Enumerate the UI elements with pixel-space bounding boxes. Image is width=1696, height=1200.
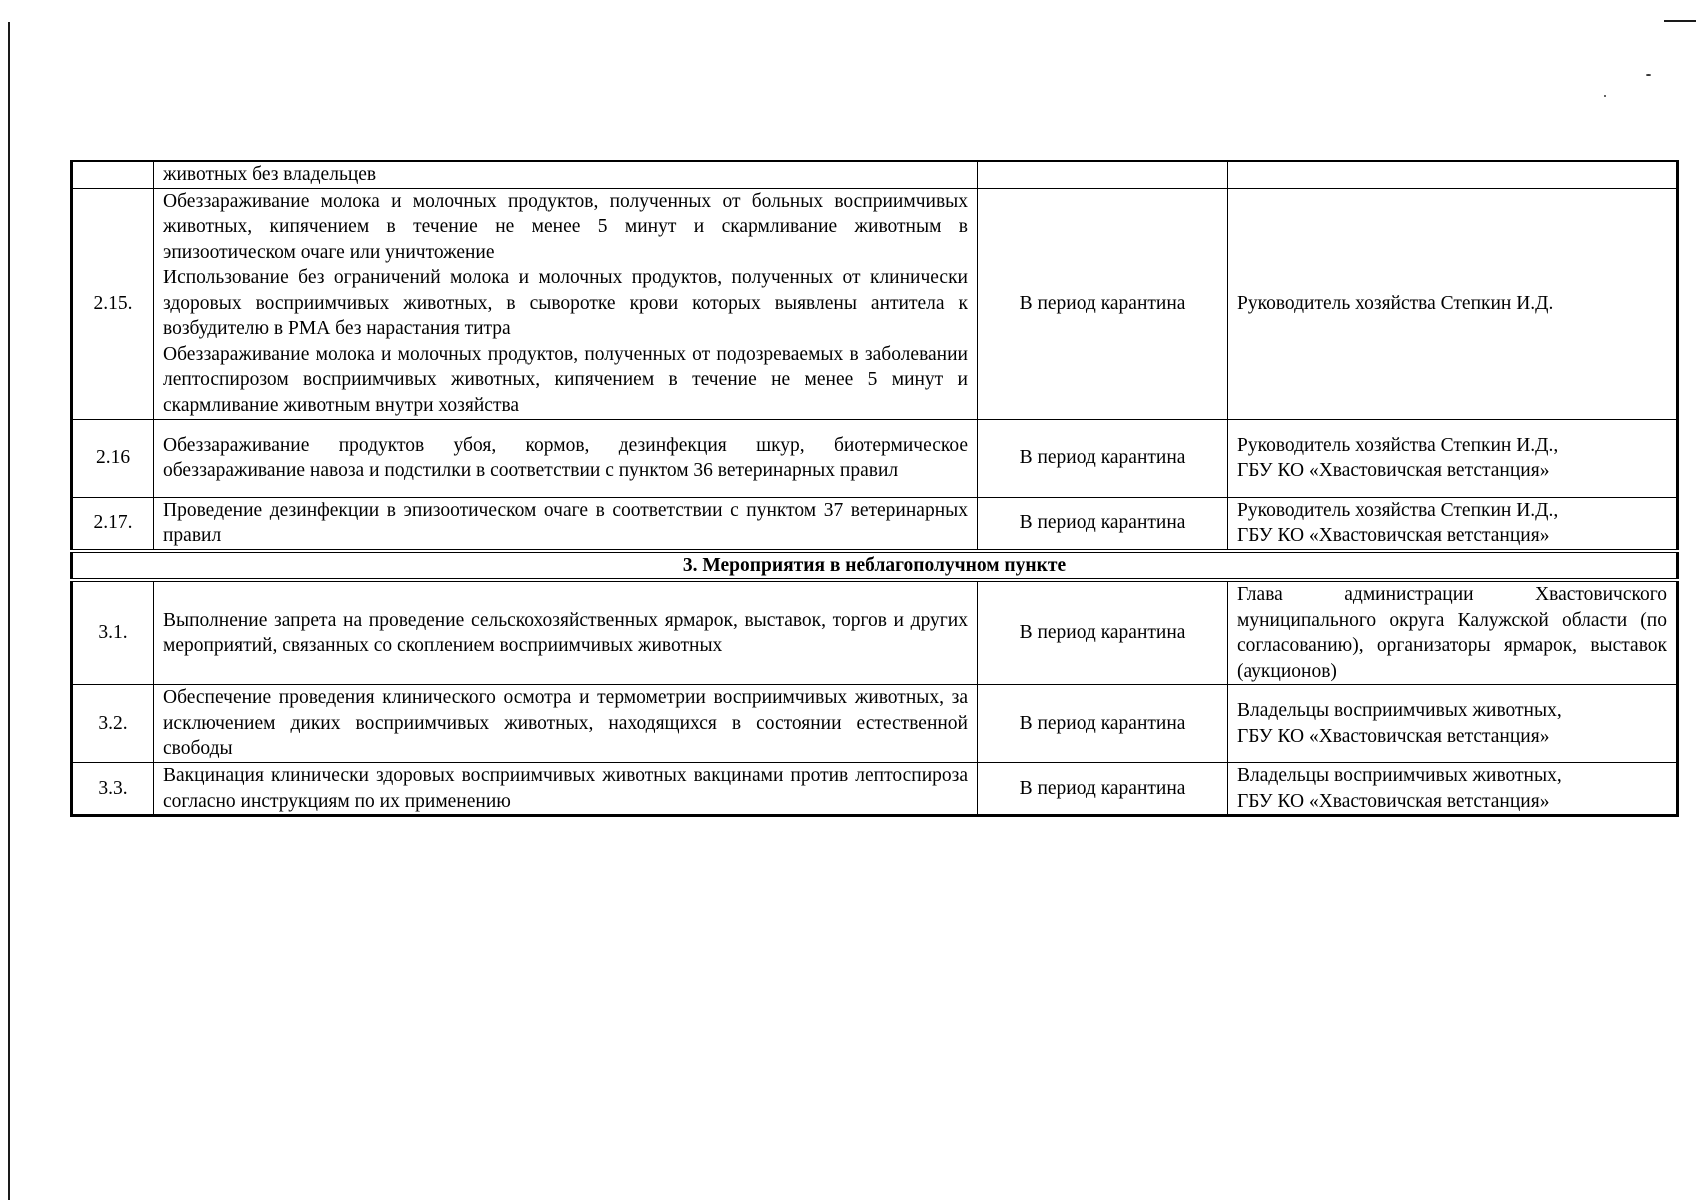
responsible-cell (1228, 685, 1678, 763)
responsible-cell (1228, 419, 1678, 497)
row-number-cell: 2.16 (72, 419, 154, 497)
table-row (72, 188, 1678, 419)
responsible-line: Руководитель хозяйства Степкин И.Д., (1237, 499, 1559, 521)
table-row (72, 161, 1678, 188)
measure-description-cell (154, 685, 978, 763)
table-row (72, 497, 1678, 551)
measure-description-cell (154, 188, 978, 419)
term-cell (978, 161, 1228, 188)
row-number-cell: 2.17. (72, 497, 154, 551)
measure-description-cell (154, 763, 978, 816)
table-row (72, 685, 1678, 763)
term-cell: В период карантина (978, 685, 1228, 763)
responsible-cell (1228, 763, 1678, 816)
row-number-cell: 3.3. (72, 763, 154, 816)
table-row (72, 419, 1678, 497)
measure-description-cell (154, 161, 978, 188)
responsible-cell (1228, 161, 1678, 188)
measure-paragraph: Вакцинация клинически здоровых восприимчивых животных вакцинами против лептоспироза согласно инструкциям по их применению (163, 765, 968, 812)
scan-speck (1604, 95, 1606, 97)
measure-description: животных без владельцев (163, 164, 377, 185)
table-row (72, 580, 1678, 685)
responsible-line: Владельцы восприимчивых животных, (1237, 700, 1562, 721)
responsible-cell (1228, 497, 1678, 551)
responsible-line: Владельцы восприимчивых животных, (1237, 765, 1562, 786)
measure-description-cell (154, 580, 978, 685)
term-cell: В период карантина (978, 763, 1228, 816)
row-number-cell: 3.2. (72, 685, 154, 763)
responsible-line: ГБУ КО «Хвастовичская ветстанция» (1237, 725, 1550, 747)
term-cell: В период карантина (978, 580, 1228, 685)
measure-paragraph: Обеззараживание продуктов убоя, кормов, дезинфекция шкур, биотермическое обеззараживание навоза и подстилки в соответствии с пунктом 36 ветеринарных правил (163, 434, 968, 481)
scan-speck (1646, 74, 1651, 76)
table-row (72, 763, 1678, 816)
responsible-line: Руководитель хозяйства Степкин И.Д., (1237, 434, 1559, 456)
measure-description-cell (154, 419, 978, 497)
responsible-line: ГБУ КО «Хвастовичская ветстанция» (1237, 790, 1550, 812)
measure-paragraph: Обеспечение проведения клинического осмотра и термометрии восприимчивых животных, за исключением диких восприимчивых животных, находящихся в состоянии естественной свободы (163, 687, 968, 760)
measures-table (70, 160, 1679, 817)
measure-paragraph: Проведение дезинфекции в эпизоотическом очаге в соответствии с пунктом 37 ветеринарных правил (163, 499, 968, 546)
section-header-row (72, 551, 1678, 581)
responsible-line: Руководитель хозяйства Степкин И.Д. (1237, 292, 1554, 314)
responsible-line: ГБУ КО «Хвастовичская ветстанция» (1237, 525, 1550, 546)
scan-left-border-line (8, 22, 10, 1200)
term-cell: В период карантина (978, 188, 1228, 419)
term-cell: В период карантина (978, 419, 1228, 497)
scan-top-right-dash (1664, 20, 1696, 22)
measure-paragraph: Обеззараживание молока и молочных продуктов, полученных от подозреваемых в заболевании лептоспирозом восприимчивых животных, кипячением в течение не менее 5 минут и скармливание животным внутри хозяйства (163, 343, 968, 416)
measure-paragraph: Использование без ограничений молока и молочных продуктов, полученных от клинически здоровых восприимчивых животных, в сыворотке крови которых выявлены антитела к возбудителю в РМА без нарастания титра (163, 267, 968, 340)
responsible-line: ГБУ КО «Хвастовичская ветстанция» (1237, 460, 1550, 481)
section-title: 3. Мероприятия в неблагополучном пункте (72, 551, 1678, 581)
row-number-cell: 2.15. (72, 188, 154, 419)
row-number-cell: 3.1. (72, 580, 154, 685)
term-cell: В период карантина (978, 497, 1228, 551)
measure-paragraph: Выполнение запрета на проведение сельскохозяйственных ярмарок, выставок, торгов и других мероприятий, связанных со скоплением восприимчивых животных (163, 609, 968, 656)
measure-description-cell (154, 497, 978, 551)
measure-paragraph: Обеззараживание молока и молочных продуктов, полученных от больных восприимчивых животных, кипячением в течение не менее 5 минут и скармливание животным в эпизоотическом очаге или уничтожение (163, 190, 968, 263)
responsible-cell (1228, 188, 1678, 419)
row-number-cell (72, 161, 154, 188)
responsible-cell: Глава администрации Хвастовичского муниципального округа Калужской области (по согласованию), организаторы ярмарок, выставок (аукционов) (1228, 580, 1678, 685)
